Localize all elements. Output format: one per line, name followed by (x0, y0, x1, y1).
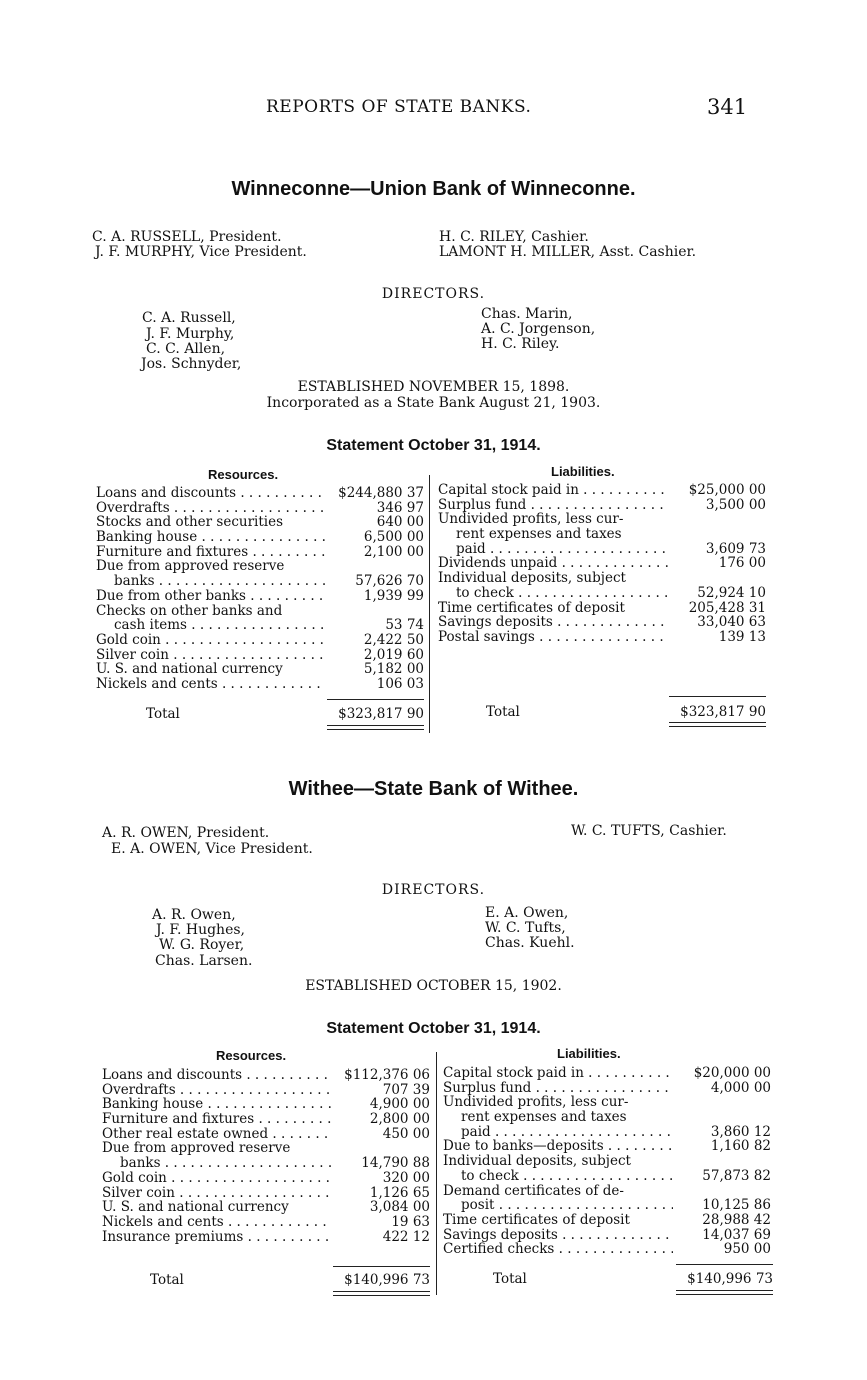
incorporated-line: Incorporated as a State Bank August 21, 1903. (266, 395, 601, 411)
ledger-amount: $244,880 37 (338, 485, 424, 501)
ledger-label: Loans and discounts . . . (102, 1068, 332, 1083)
ledger-row (96, 515, 424, 530)
ledger-label: cash items . . . (96, 618, 326, 633)
resources-total: $323,817 90 (338, 706, 424, 722)
ledger-label: Individual deposits, subject (438, 571, 626, 586)
ledger-label: Savings deposits . . . (438, 615, 668, 630)
liabilities-total-row (493, 1271, 773, 1287)
ledger-amount: 28,988 42 (702, 1211, 771, 1228)
established-line: ESTABLISHED OCTOBER 15, 1902. (305, 978, 562, 994)
ledger-label: Nickels and cents . . . (96, 677, 326, 692)
ledger-amount: $112,376 06 (344, 1067, 430, 1083)
ledger-row (438, 586, 766, 601)
ledger-row (102, 1215, 430, 1230)
ledger-amount: 52,924 10 (697, 584, 766, 601)
ledger-amount: 6,500 00 (363, 529, 424, 546)
ledger-row (96, 530, 424, 545)
director: C. C. Allen, (146, 341, 226, 357)
ledger-label: Time certificates of deposit (438, 600, 625, 616)
ledger-label: Certified checks . . . (443, 1242, 673, 1257)
ledger-label: Due from approved reserve (96, 559, 285, 575)
director: A. R. Owen, (152, 907, 236, 923)
ledger-amount: 19 63 (391, 1213, 430, 1230)
director: H. C. Riley. (481, 336, 560, 352)
total-rule (327, 699, 424, 700)
ledger-amount: 205,428 31 (688, 599, 766, 616)
ledger-amount: 57,626 70 (355, 573, 424, 590)
ledger-row (438, 498, 766, 513)
ledger-amount (668, 512, 766, 527)
column-divider (429, 475, 430, 733)
ledger-row (438, 527, 766, 542)
ledger-label: Gold coin . . . (96, 633, 326, 648)
ledger-row (96, 559, 424, 574)
double-rule (327, 725, 424, 726)
ledger-amount: 3,860 12 (710, 1123, 771, 1140)
ledger-amount: 950 00 (723, 1241, 771, 1258)
established-line: ESTABLISHED NOVEMBER 15, 1898. (297, 379, 570, 395)
ledger-row (102, 1200, 430, 1215)
officer-asst-cashier: LAMONT H. MILLER, Asst. Cashier. (439, 244, 697, 260)
ledger-row (102, 1186, 430, 1201)
ledger-row (102, 1083, 430, 1098)
ledger-row (443, 1066, 771, 1081)
ledger-label: banks . . . (96, 574, 326, 589)
ledger-label: Overdrafts . . . (102, 1083, 332, 1098)
ledger-label: Dividends unpaid . . . (438, 556, 668, 571)
resources-total-row (146, 706, 424, 722)
ledger-row (96, 501, 424, 516)
ledger-label: Surplus fund . . . (438, 498, 668, 513)
officer-president: C. A. RUSSELL, President. (92, 229, 282, 245)
ledger-row (443, 1154, 771, 1169)
ledger-row (96, 545, 424, 560)
ledger-amount: 640 00 (376, 514, 424, 531)
ledger-row (438, 615, 766, 630)
bank-title: Withee—State Bank of Withee. (288, 778, 579, 800)
ledger-label: U. S. and national currency (102, 1200, 289, 1215)
ledger-label: banks . . . (102, 1156, 332, 1171)
ledger-row (443, 1228, 771, 1243)
ledger-amount: 346 97 (376, 499, 424, 516)
ledger-amount: 10,125 86 (702, 1197, 771, 1214)
ledger-amount (673, 1184, 771, 1199)
ledger-amount: 450 00 (382, 1125, 430, 1142)
ledger-label: posit . . . (443, 1198, 673, 1213)
ledger-row (438, 601, 766, 616)
column-divider (436, 1052, 437, 1295)
ledger-amount: $25,000 00 (688, 482, 766, 498)
statement-title: Statement October 31, 1914. (326, 437, 541, 454)
ledger-label: Overdrafts . . . (96, 501, 326, 516)
ledger-row (438, 483, 766, 498)
ledger-label: Capital stock paid in . . . (438, 483, 668, 498)
ledger-row (96, 618, 424, 633)
director: Jos. Schnyder, (141, 356, 242, 372)
ledger-amount: 1,939 99 (363, 587, 424, 604)
ledger-amount: 4,000 00 (710, 1079, 771, 1096)
ledger-amount: 53 74 (385, 617, 424, 634)
ledger-amount (332, 1141, 430, 1156)
ledger-label: Checks on other banks and (96, 603, 283, 619)
resources-list (96, 486, 424, 692)
ledger-amount: 139 13 (718, 628, 766, 645)
ledger-amount: 176 00 (718, 555, 766, 572)
total-rule (333, 1266, 430, 1267)
ledger-amount: 14,037 69 (702, 1226, 771, 1243)
ledger-label: Stocks and other securities (96, 515, 284, 531)
ledger-row (96, 677, 424, 692)
statement-title: Statement October 31, 1914. (326, 1020, 541, 1037)
resources-list (102, 1068, 430, 1244)
ledger-label: Savings deposits . . . (443, 1228, 673, 1243)
officer-vice-president: E. A. OWEN, Vice President. (111, 841, 313, 857)
ledger-amount (668, 571, 766, 586)
liabilities-total-row (486, 704, 766, 720)
ledger-label: Due from approved reserve (102, 1141, 291, 1157)
ledger-row (102, 1112, 430, 1127)
ledger-row (102, 1068, 430, 1083)
total-label: Total (146, 706, 180, 722)
ledger-amount: 4,900 00 (369, 1096, 430, 1113)
double-rule (669, 722, 766, 723)
ledger-label: Surplus fund . . . (443, 1081, 673, 1096)
directors-heading: DIRECTORS. (381, 286, 486, 302)
ledger-label: to check . . . (438, 586, 668, 601)
ledger-label: Undivided profits, less cur- (443, 1095, 629, 1111)
ledger-amount (326, 604, 424, 619)
ledger-amount: 2,019 60 (363, 646, 424, 663)
ledger-row (102, 1141, 430, 1156)
ledger-row (96, 486, 424, 501)
ledger-label: Banking house . . . (96, 530, 326, 545)
ledger-label: Furniture and fixtures . . . (102, 1112, 332, 1127)
director: Chas. Marin, (481, 306, 573, 322)
total-label: Total (493, 1271, 527, 1287)
ledger-label: paid . . . (438, 542, 668, 557)
ledger-row (443, 1213, 771, 1228)
director: Chas. Larsen. (155, 953, 253, 969)
director: J. F. Hughes, (156, 922, 245, 938)
ledger-row (443, 1139, 771, 1154)
ledger-row (438, 571, 766, 586)
ledger-row (96, 662, 424, 677)
ledger-amount: 57,873 82 (702, 1167, 771, 1184)
page-number: 341 (707, 95, 748, 119)
liabilities-heading: Liabilities. (551, 464, 615, 479)
ledger-row (102, 1127, 430, 1142)
ledger-amount: 707 39 (382, 1081, 430, 1098)
ledger-amount: 320 00 (382, 1169, 430, 1186)
director: A. C. Jorgenson, (481, 321, 596, 337)
ledger-row (438, 556, 766, 571)
resources-total: $140,996 73 (344, 1272, 430, 1288)
ledger-row (443, 1081, 771, 1096)
ledger-label: Undivided profits, less cur- (438, 512, 624, 528)
ledger-row (96, 589, 424, 604)
director: Chas. Kuehl. (485, 935, 575, 951)
ledger-label: Furniture and fixtures . . . (96, 545, 326, 560)
double-rule (669, 726, 766, 727)
ledger-label: Capital stock paid in . . . (443, 1066, 673, 1081)
liabilities-heading: Liabilities. (557, 1046, 621, 1061)
ledger-row (96, 648, 424, 663)
directors-heading: DIRECTORS. (381, 882, 486, 898)
double-rule (333, 1291, 430, 1292)
liabilities-total: $323,817 90 (680, 704, 766, 720)
ledger-row (438, 542, 766, 557)
ledger-amount (673, 1154, 771, 1169)
total-rule (676, 1264, 773, 1265)
officer-vice-president: J. F. MURPHY, Vice President. (95, 244, 307, 260)
ledger-label: Nickels and cents . . . (102, 1215, 332, 1230)
director: J. F. Murphy, (146, 326, 235, 342)
officer-president: A. R. OWEN, President. (102, 825, 270, 841)
ledger-label: rent expenses and taxes (456, 527, 622, 542)
ledger-label: to check . . . (443, 1169, 673, 1184)
ledger-label: U. S. and national currency (96, 662, 283, 677)
director: W. G. Royer, (159, 937, 245, 953)
ledger-amount: 2,100 00 (363, 543, 424, 560)
ledger-row (96, 604, 424, 619)
ledger-row (102, 1171, 430, 1186)
ledger-label: Individual deposits, subject (443, 1154, 631, 1169)
ledger-amount (673, 1095, 771, 1110)
ledger-row (443, 1095, 771, 1110)
ledger-amount: 1,160 82 (710, 1138, 771, 1155)
ledger-label: Postal savings . . . (438, 630, 668, 645)
ledger-label: paid . . . (443, 1125, 673, 1140)
ledger-row (438, 630, 766, 645)
ledger-row (102, 1156, 430, 1171)
ledger-amount: 3,500 00 (705, 496, 766, 513)
ledger-label: Time certificates of deposit (443, 1212, 630, 1228)
ledger-label: Due to banks—deposits . . . (443, 1139, 673, 1154)
total-label: Total (486, 704, 520, 720)
ledger-label: Gold coin . . . (102, 1171, 332, 1186)
ledger-amount: 3,609 73 (705, 540, 766, 557)
ledger-row (443, 1125, 771, 1140)
ledger-label: Silver coin . . . (102, 1186, 332, 1201)
ledger-amount: 106 03 (376, 675, 424, 692)
director: C. A. Russell, (142, 310, 236, 326)
ledger-amount: 1,126 65 (369, 1184, 430, 1201)
ledger-label: Other real estate owned . . . (102, 1127, 332, 1142)
ledger-amount: $20,000 00 (693, 1065, 771, 1081)
bank-title: Winneconne—Union Bank of Winneconne. (231, 178, 636, 200)
ledger-amount: 2,800 00 (369, 1111, 430, 1128)
resources-heading: Resources. (208, 467, 279, 482)
running-head: REPORTS OF STATE BANKS. (266, 97, 532, 117)
ledger-label: Banking house . . . (102, 1097, 332, 1112)
ledger-row (96, 633, 424, 648)
ledger-amount: 3,084 00 (369, 1199, 430, 1216)
ledger-amount: 2,422 50 (363, 631, 424, 648)
liabilities-list (443, 1066, 771, 1257)
ledger-row (443, 1169, 771, 1184)
ledger-row (438, 512, 766, 527)
ledger-label: Demand certificates of de- (443, 1183, 624, 1199)
officer-cashier: H. C. RILEY, Cashier. (439, 229, 589, 245)
total-label: Total (150, 1272, 184, 1288)
officer-cashier: W. C. TUFTS, Cashier. (571, 823, 727, 839)
ledger-row (443, 1198, 771, 1213)
ledger-label: Due from other banks . . . (96, 589, 326, 604)
ledger-label: Silver coin . . . (96, 648, 326, 663)
ledger-amount: 14,790 88 (361, 1155, 430, 1172)
ledger-row (102, 1097, 430, 1112)
ledger-row (102, 1230, 430, 1245)
director: E. A. Owen, (485, 905, 569, 921)
ledger-amount (326, 559, 424, 574)
ledger-amount (673, 1110, 771, 1125)
double-rule (676, 1294, 773, 1295)
ledger-amount: 5,182 00 (363, 661, 424, 678)
ledger-amount: 422 12 (382, 1228, 430, 1245)
ledger-label: rent expenses and taxes (461, 1110, 627, 1125)
liabilities-total: $140,996 73 (687, 1271, 773, 1287)
ledger-label: Loans and discounts . . . (96, 486, 326, 501)
ledger-row (96, 574, 424, 589)
ledger-amount: 33,040 63 (697, 614, 766, 631)
double-rule (333, 1295, 430, 1296)
ledger-label: Insurance premiums . . . (102, 1230, 332, 1245)
liabilities-list (438, 483, 766, 645)
ledger-amount (668, 527, 766, 542)
ledger-row (443, 1110, 771, 1125)
double-rule (676, 1290, 773, 1291)
resources-total-row (150, 1272, 430, 1288)
ledger-row (443, 1184, 771, 1199)
total-rule (669, 696, 766, 697)
double-rule (327, 729, 424, 730)
resources-heading: Resources. (216, 1048, 287, 1063)
director: W. C. Tufts, (485, 920, 566, 936)
ledger-row (443, 1242, 771, 1257)
